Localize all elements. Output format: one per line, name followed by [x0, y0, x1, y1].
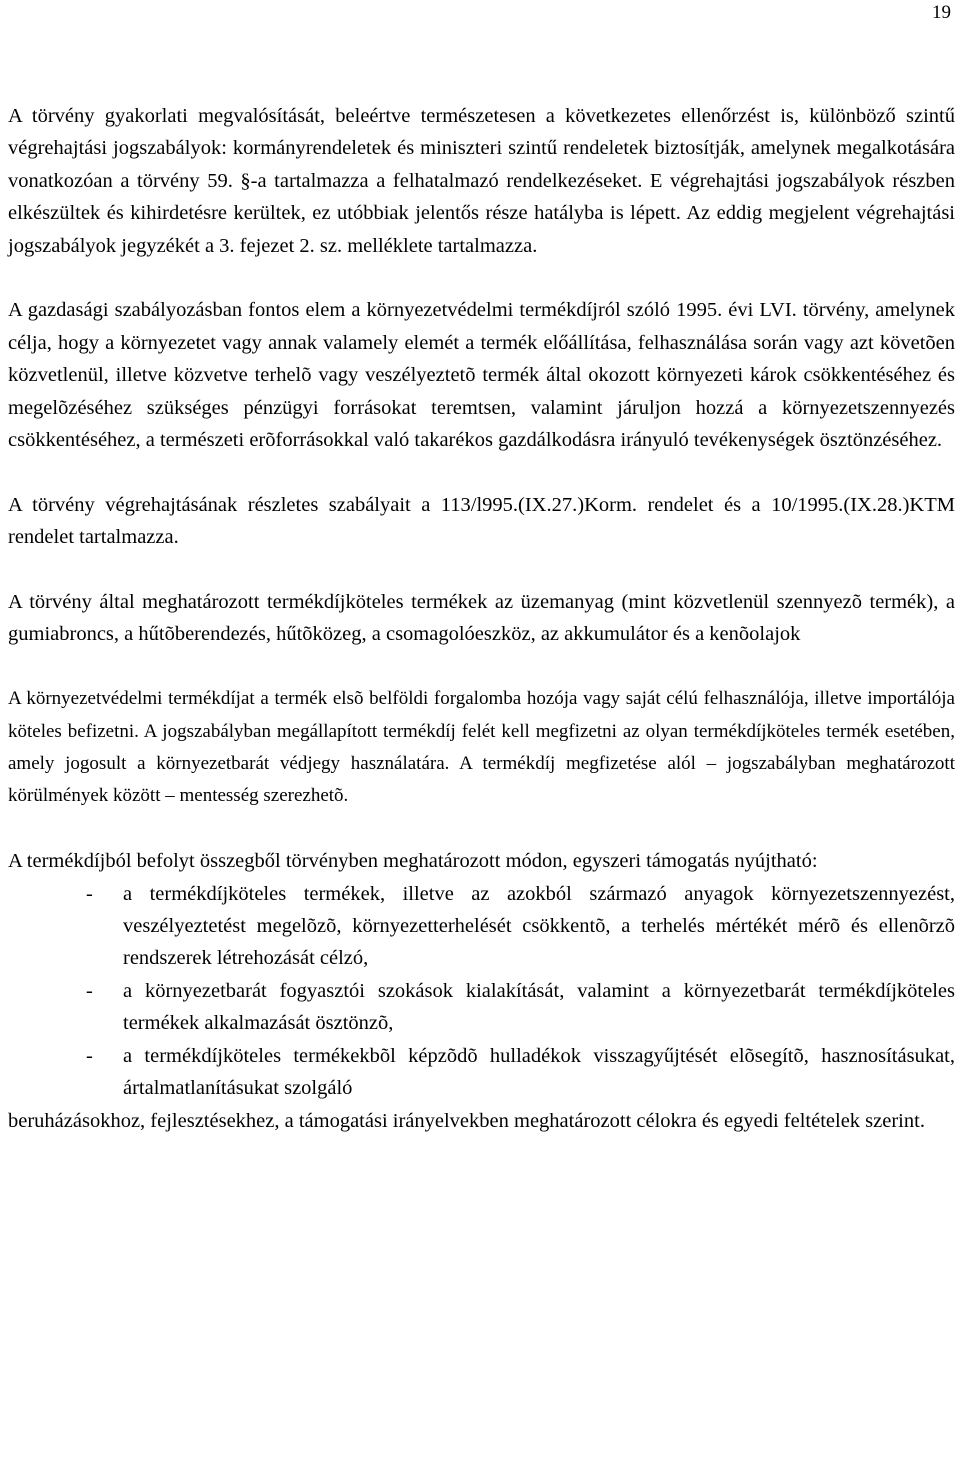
paragraph-product-fee-law: A gazdasági szabályozásban fontos elem a környezetvédelmi termékdíjról szóló 1995. évi LVI. törvény, amelynek célja, hogy a környezetet vagy annak valamely elemét a termék előállítása, felhasználása során vagy azt követõen közvetlenül, illetve közvetve terhelõ vagy veszélyeztetõ termék által okozott környezeti károk csökkentéséhez és megelõzéséhez szükséges pénzügyi forrásokat teremtsen, valamint járuljon hozzá a környezetszennyezés csökkentéséhez, a természeti erõforrásokkal való takarékos gazdálkodásra irányuló tevékenységek ösztönzéséhez.: [8, 299, 955, 452]
list-item-text: a termékdíjköteles termékek, illetve az azokból származó anyagok környezetszennyezést, veszélyeztetést megelõzõ, környezetterhelését csökkentõ, a terhelés mértékét mérõ és ellenõrzõ rendszerek létrehozását célzó,: [123, 882, 955, 970]
bullet-marker: -: [86, 882, 93, 905]
document-body: [8, 100, 955, 1137]
list-item-text: a környezetbarát fogyasztói szokások kialakítását, valamint a környezetbarát termékdíjköteles termékek alkalmazását ösztönzõ,: [123, 979, 955, 1035]
bullet-marker: -: [86, 979, 93, 1002]
paragraph-implementing-regulations: A törvény gyakorlati megvalósítását, beleértve természetesen a következetes ellenőrzést is, különböző szintű végrehajtási jogszabályok: kormányrendeletek és miniszteri szintű rendeletek biztosítják, amelynek megalkotására vonatkozóan a törvény 59. §-a tartalmazza a felhatalmazó rendelkezéseket. E végrehajtási jogszabályok részben elkészültek és kihirdetésre kerültek, ez utóbbiak jelentős része hatályba is lépett. Az eddig megjelent végrehajtási jogszabályok jegyzékét a 3. fejezet 2. sz. melléklete tartalmazza.: [8, 105, 955, 257]
page-number: 19: [932, 2, 951, 23]
paragraph-closing: beruházásokhoz, fejlesztésekhez, a támogatási irányelvekben meghatározott célokra és egyedi feltételek szerint.: [8, 1109, 925, 1132]
list-item-text: a termékdíjköteles termékekbõl képzõdõ hulladékok visszagyűjtését elõsegítõ, hasznosításukat, ártalmatlanításukat szolgáló: [123, 1044, 955, 1100]
paragraph-fee-payment: A környezetvédelmi termékdíjat a termék elsõ belföldi forgalomba hozója vagy saját célú felhasználója, illetve importálója köteles befizetni. A jogszabályban megállapított termékdíj felét kell megfizetni az olyan termékdíjköteles termék esetében, amely jogosult a környezetbarát védjegy használatára. A termékdíj megfizetése alól – jogszabályban meghatározott körülmények között – mentesség szerezhetõ.: [8, 688, 955, 807]
list-item: [8, 1040, 955, 1105]
paragraph-detailed-rules: A törvény végrehajtásának részletes szabályait a 113/l995.(IX.27.)Korm. rendelet és a 10/1995.(IX.28.)KTM rendelet tartalmazza.: [8, 493, 955, 549]
paragraph-support-intro: A termékdíjból befolyt összegből törvényben meghatározott módon, egyszeri támogatás nyújtható:: [8, 850, 818, 873]
paragraph-fee-products: A törvény által meghatározott termékdíjköteles termékek az üzemanyag (mint közvetlenül szennyezõ termék), a gumiabroncs, a hűtõberendezés, hűtõközeg, a csomagolóeszköz, az akkumulátor és a kenõolajok: [8, 591, 955, 646]
support-list: [8, 878, 955, 1105]
list-item: [8, 878, 955, 975]
list-item: [8, 975, 955, 1040]
bullet-marker: -: [86, 1044, 93, 1067]
